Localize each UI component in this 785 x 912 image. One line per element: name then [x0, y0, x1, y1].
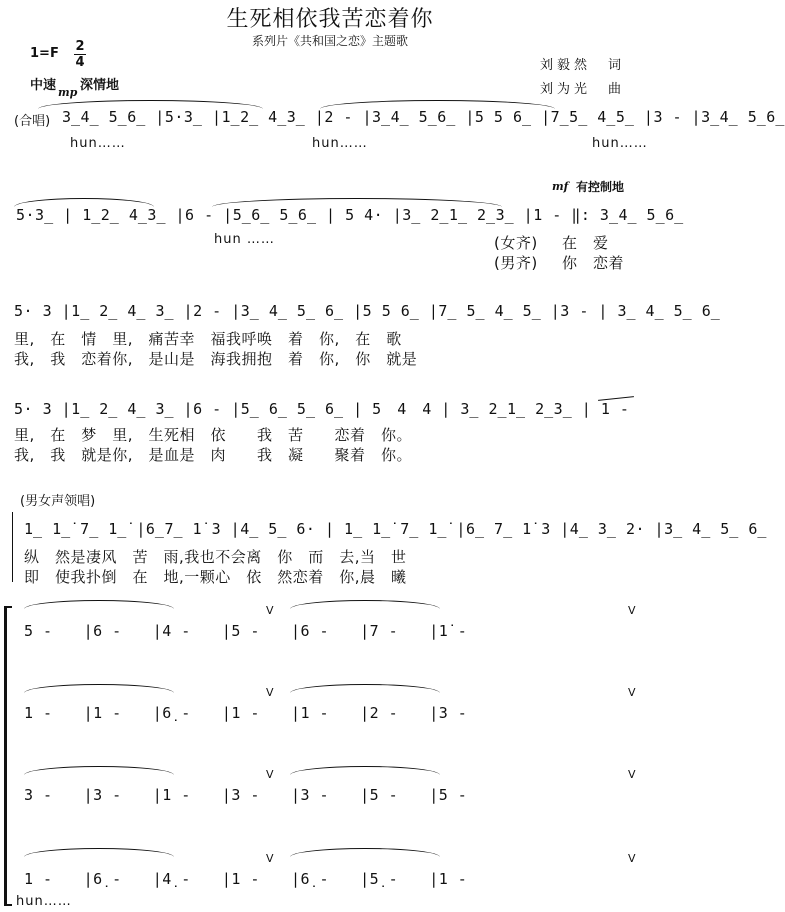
harmony-row: 1 - |6̣ - |4̣ - |1 - |6̣ - |5̣ - |1 -: [24, 870, 468, 888]
composer-credit: 刘为光 曲: [540, 82, 626, 97]
notation-line: 5· 3 |1̲ 2̲ 4̲ 3̲ |6 - |5̲ 6̲ 5̲ 6̲ | 5 4 4 | 3̲ 2̲1̲ 2̲3̲ | 1 -: [14, 400, 630, 418]
breath-mark: V: [628, 768, 636, 781]
voice-label-female: (女齐): [494, 234, 538, 252]
song-title: 生死相依我苦恋着你: [226, 7, 434, 32]
harmony-row: 5 - |6 - |4 - |5 - |6 - |7 - |1̇ -: [24, 622, 468, 640]
time-signature: [74, 40, 86, 69]
tie-slur: [24, 684, 174, 693]
lyric-verse-2: 即 使我扑倒 在 地,一颗心 依 然恋着 你,晨 曦: [24, 568, 407, 586]
lyric-verse-1: 纵 然是凄风 苦 雨,我也不会离 你 而 去,当 世: [24, 548, 407, 566]
dynamic-mp: mp: [58, 86, 78, 99]
notation-line: 5· 3 |1̲ 2̲ 4̲ 3̲ |2 - |3̲ 4̲ 5̲ 6̲ |5 5 6̲ |7̲ 5̲ 4̲ 5̲ |3 - | 3̲ 4̲ 5̲ 6̲: [14, 302, 721, 320]
notation-line: 3̲4̲ 5̲6̲ |5·3̲ |1̲2̲ 4̲3̲ |2 - |3̲4̲ 5̲6̲ |5 5 6̲ |7̲5̲ 4̲5̲ |3 - |3̲4̲ 5̲6̲: [62, 108, 785, 126]
tie-slur: [290, 848, 440, 857]
breath-mark: V: [628, 604, 636, 617]
lyric-female: 在 爱: [562, 234, 609, 252]
breath-mark: V: [266, 604, 274, 617]
tie-slur: [290, 766, 440, 775]
breath-mark: V: [266, 768, 274, 781]
harmony-row: 3 - |3 - |1 - |3 - |3 - |5 - |5 -: [24, 786, 468, 804]
tie-slur: [24, 848, 174, 857]
notation-line: 1̲ 1̲̇ 7̲ 1̲̇ |6̲7̲ 1̇ 3 |4̲ 5̲ 6· | 1̲ 1̲̇ 7̲ 1̲̇ |6̲ 7̲ 1̇ 3 |4̲ 3̲ 2· |3̲ 4̲ 5̲ 6̲: [24, 520, 767, 538]
expression-marking: 有控制地: [576, 180, 625, 194]
lyric-male: 你 恋着: [562, 254, 625, 272]
dynamic-mf: mf: [552, 180, 569, 193]
tie-slur: [290, 600, 440, 609]
lyric-verse-2: 我, 我 就是你, 是血是 肉 我 凝 聚着 你。: [14, 446, 413, 464]
breath-mark: V: [628, 852, 636, 865]
expression-marking: 深情地: [80, 78, 120, 93]
hum-syllable: hun ……: [214, 232, 275, 247]
part-label-leads: (男女声领唱): [20, 494, 96, 509]
breath-mark: V: [266, 686, 274, 699]
tempo-marking: 中速: [30, 78, 57, 93]
tie-slur: [290, 684, 440, 693]
hum-syllable: hun……: [16, 894, 72, 909]
hum-syllable: hun……: [312, 136, 368, 151]
time-signature-top: 2: [75, 39, 85, 54]
breath-mark: V: [628, 686, 636, 699]
lyric-verse-2: 我, 我 恋着你, 是山是 海我拥抱 着 你, 你 就是: [14, 350, 418, 368]
tie-slur: [24, 766, 174, 775]
notation-line: 5·3̲ | 1̲2̲ 4̲3̲ |6 - |5̲6̲ 5̲6̲ | 5 4· |3̲ 2̲1̲ 2̲3̲ |1 - ‖: 3̲4̲ 5̲6̲: [16, 206, 684, 224]
song-subtitle: 系列片《共和国之恋》主题歌: [251, 34, 408, 48]
lyricist-credit: 刘毅然 词: [540, 58, 626, 73]
harmony-row: 1 - |1 - |6̣ - |1 - |1 - |2 - |3 -: [24, 704, 468, 722]
system-bracket: [4, 606, 12, 906]
hum-syllable: hun……: [70, 136, 126, 151]
lyric-verse-1: 里, 在 情 里, 痛苦幸 福我呼唤 着 你, 在 歌: [14, 330, 402, 348]
system-barline: [12, 512, 13, 582]
breath-mark: V: [266, 852, 274, 865]
hum-syllable: hun……: [592, 136, 648, 151]
key-signature: 1=F: [30, 46, 59, 61]
part-label-chorus: (合唱): [14, 114, 51, 129]
time-signature-bottom: 4: [75, 55, 85, 70]
lyric-verse-1: 里, 在 梦 里, 生死相 依 我 苦 恋着 你。: [14, 426, 413, 444]
voice-label-male: (男齐): [494, 254, 538, 272]
tie-slur: [24, 600, 174, 609]
